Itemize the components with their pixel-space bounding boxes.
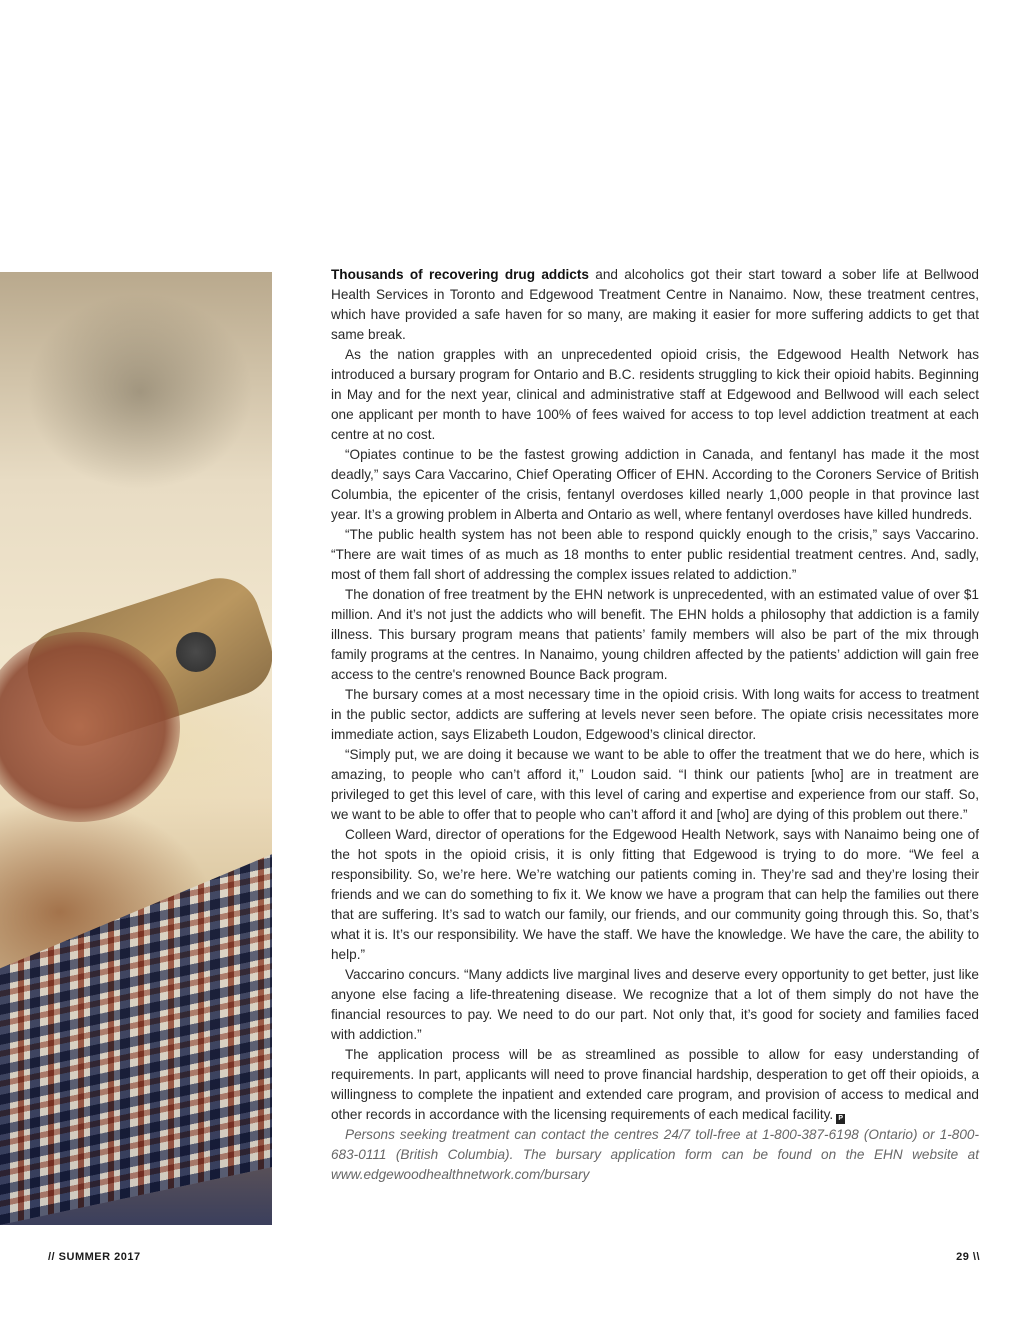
paragraph: “Opiates continue to be the fastest growing addiction in Canada, and fentanyl has made it the most deadly,” says Cara Vaccarino, Chief Operating Officer of EHN. According to the Coroners Service of British Columbia, the epicenter of the crisis, fentanyl overdoses killed nearly 1,000 people in that province last year. It’s a growing problem in Alberta and Ontario as well, where fentanyl overdoses have killed hundreds. [331, 447, 979, 522]
paragraph: The donation of free treatment by the EHN network is unprecedented, with an estimated value of over $1 million. And it’s not just the addicts who will benefit. The EHN holds a philosophy that addiction is a family illness. This bursary program means that patients’ family members will also be part of the mix through family programs at the centres. In Nanaimo, young children affected by the patients’ addiction will gain free access to the centre's renowned Bounce Back program. [331, 587, 979, 682]
last-paragraph [331, 1045, 979, 1125]
footer-issue: // SUMMER 2017 [48, 1251, 141, 1263]
paragraph: “Simply put, we are doing it because we want to be able to offer the treatment that we do here, which is amazing, to people who can’t afford it,” Loudon said. “I think our patients [who] are in treatment are privileged to get this level of care, with this level of caring and expertise and experience from our staff. So, we want to be able to offer that to people who can’t afford it and [who] are dying of this problem out there.” [331, 747, 979, 822]
contact-note: Persons seeking treatment can contact the centres 24/7 toll-free at 1-800-387-6198 (Ontario) or 1-800-683-0111 (British Columbia). The bursary application form can be found on the EHN website at www.edgewoodhealthnetwork.com/bursary [331, 1127, 979, 1182]
paragraph: As the nation grapples with an unprecedented opioid crisis, the Edgewood Health Network has introduced a bursary program for Ontario and B.C. residents struggling to kick their opioid habits. Beginning in May and for the next year, clinical and administrative staff at Edgewood and Bellwood will each select one applicant per month to have 100% of fees waived for access to top level addiction treatment at each centre at no cost. [331, 347, 979, 442]
end-mark-icon: P [836, 1114, 845, 1124]
article-body [331, 265, 979, 1185]
paragraph: Vaccarino concurs. “Many addicts live marginal lives and deserve every opportunity to get better, just like anyone else facing a life-threatening disease. We recognize that a lot of them simply do not have the financial resources to pay. We need to do our part. Not only that, it’s good for society and families faced with addiction.” [331, 967, 979, 1042]
article-photo-handshake [0, 272, 272, 1225]
lead-paragraph [331, 265, 979, 345]
lead-bold-text: Thousands of recovering drug addicts [331, 267, 589, 282]
lead-text: and alcoholics got their start toward a sober life at Bellwood Health Services in Toronto and Edgewood Treatment Centre in Nanaimo. Now, these treatment centres, which have provided a safe haven for so many, are making it easier for more suffering addicts to get that same break. [331, 267, 979, 342]
photo-cuff-button [176, 632, 216, 672]
photo-plaid-shirt [0, 854, 272, 1225]
paragraph: The bursary comes at a most necessary time in the opioid crisis. With long waits for access to treatment in the public sector, addicts are suffering at levels never seen before. The opiate crisis necessitates more immediate action, says Elizabeth Loudon, Edgewood’s clinical director. [331, 687, 979, 742]
footer-page-number: 29 \\ [956, 1251, 980, 1263]
last-paragraph-text: The application process will be as streamlined as possible to allow for easy understanding of requirements. In part, applicants will need to prove financial hardship, desperation to get off their opioids, a willingness to complete the inpatient and extended care program, and provision of access to medical and other records in accordance with the licensing requirements of each medical facility. [331, 1047, 979, 1122]
paragraph: “The public health system has not been able to respond quickly enough to the crisis,” says Vaccarino. “There are wait times of as much as 18 months to enter public residential treatment centres. And, sadly, most of them fall short of addressing the complex issues related to addiction.” [331, 527, 979, 582]
paragraph: Colleen Ward, director of operations for the Edgewood Health Network, says with Nanaimo being one of the hot spots in the opioid crisis, it is only fitting that Edgewood is trying to do more. “We feel a responsibility. So, we’re here. We’re watching our patients coming in. They’re sad and they’re losing their friends and we can do something to fix it. We know we have a program that can help the families out there that are suffering. It’s sad to watch our family, our friends, and our community going through this. So, that’s what it is. It’s our responsibility. We have the staff. We have the knowledge. We have the care, the ability to help.” [331, 827, 979, 962]
